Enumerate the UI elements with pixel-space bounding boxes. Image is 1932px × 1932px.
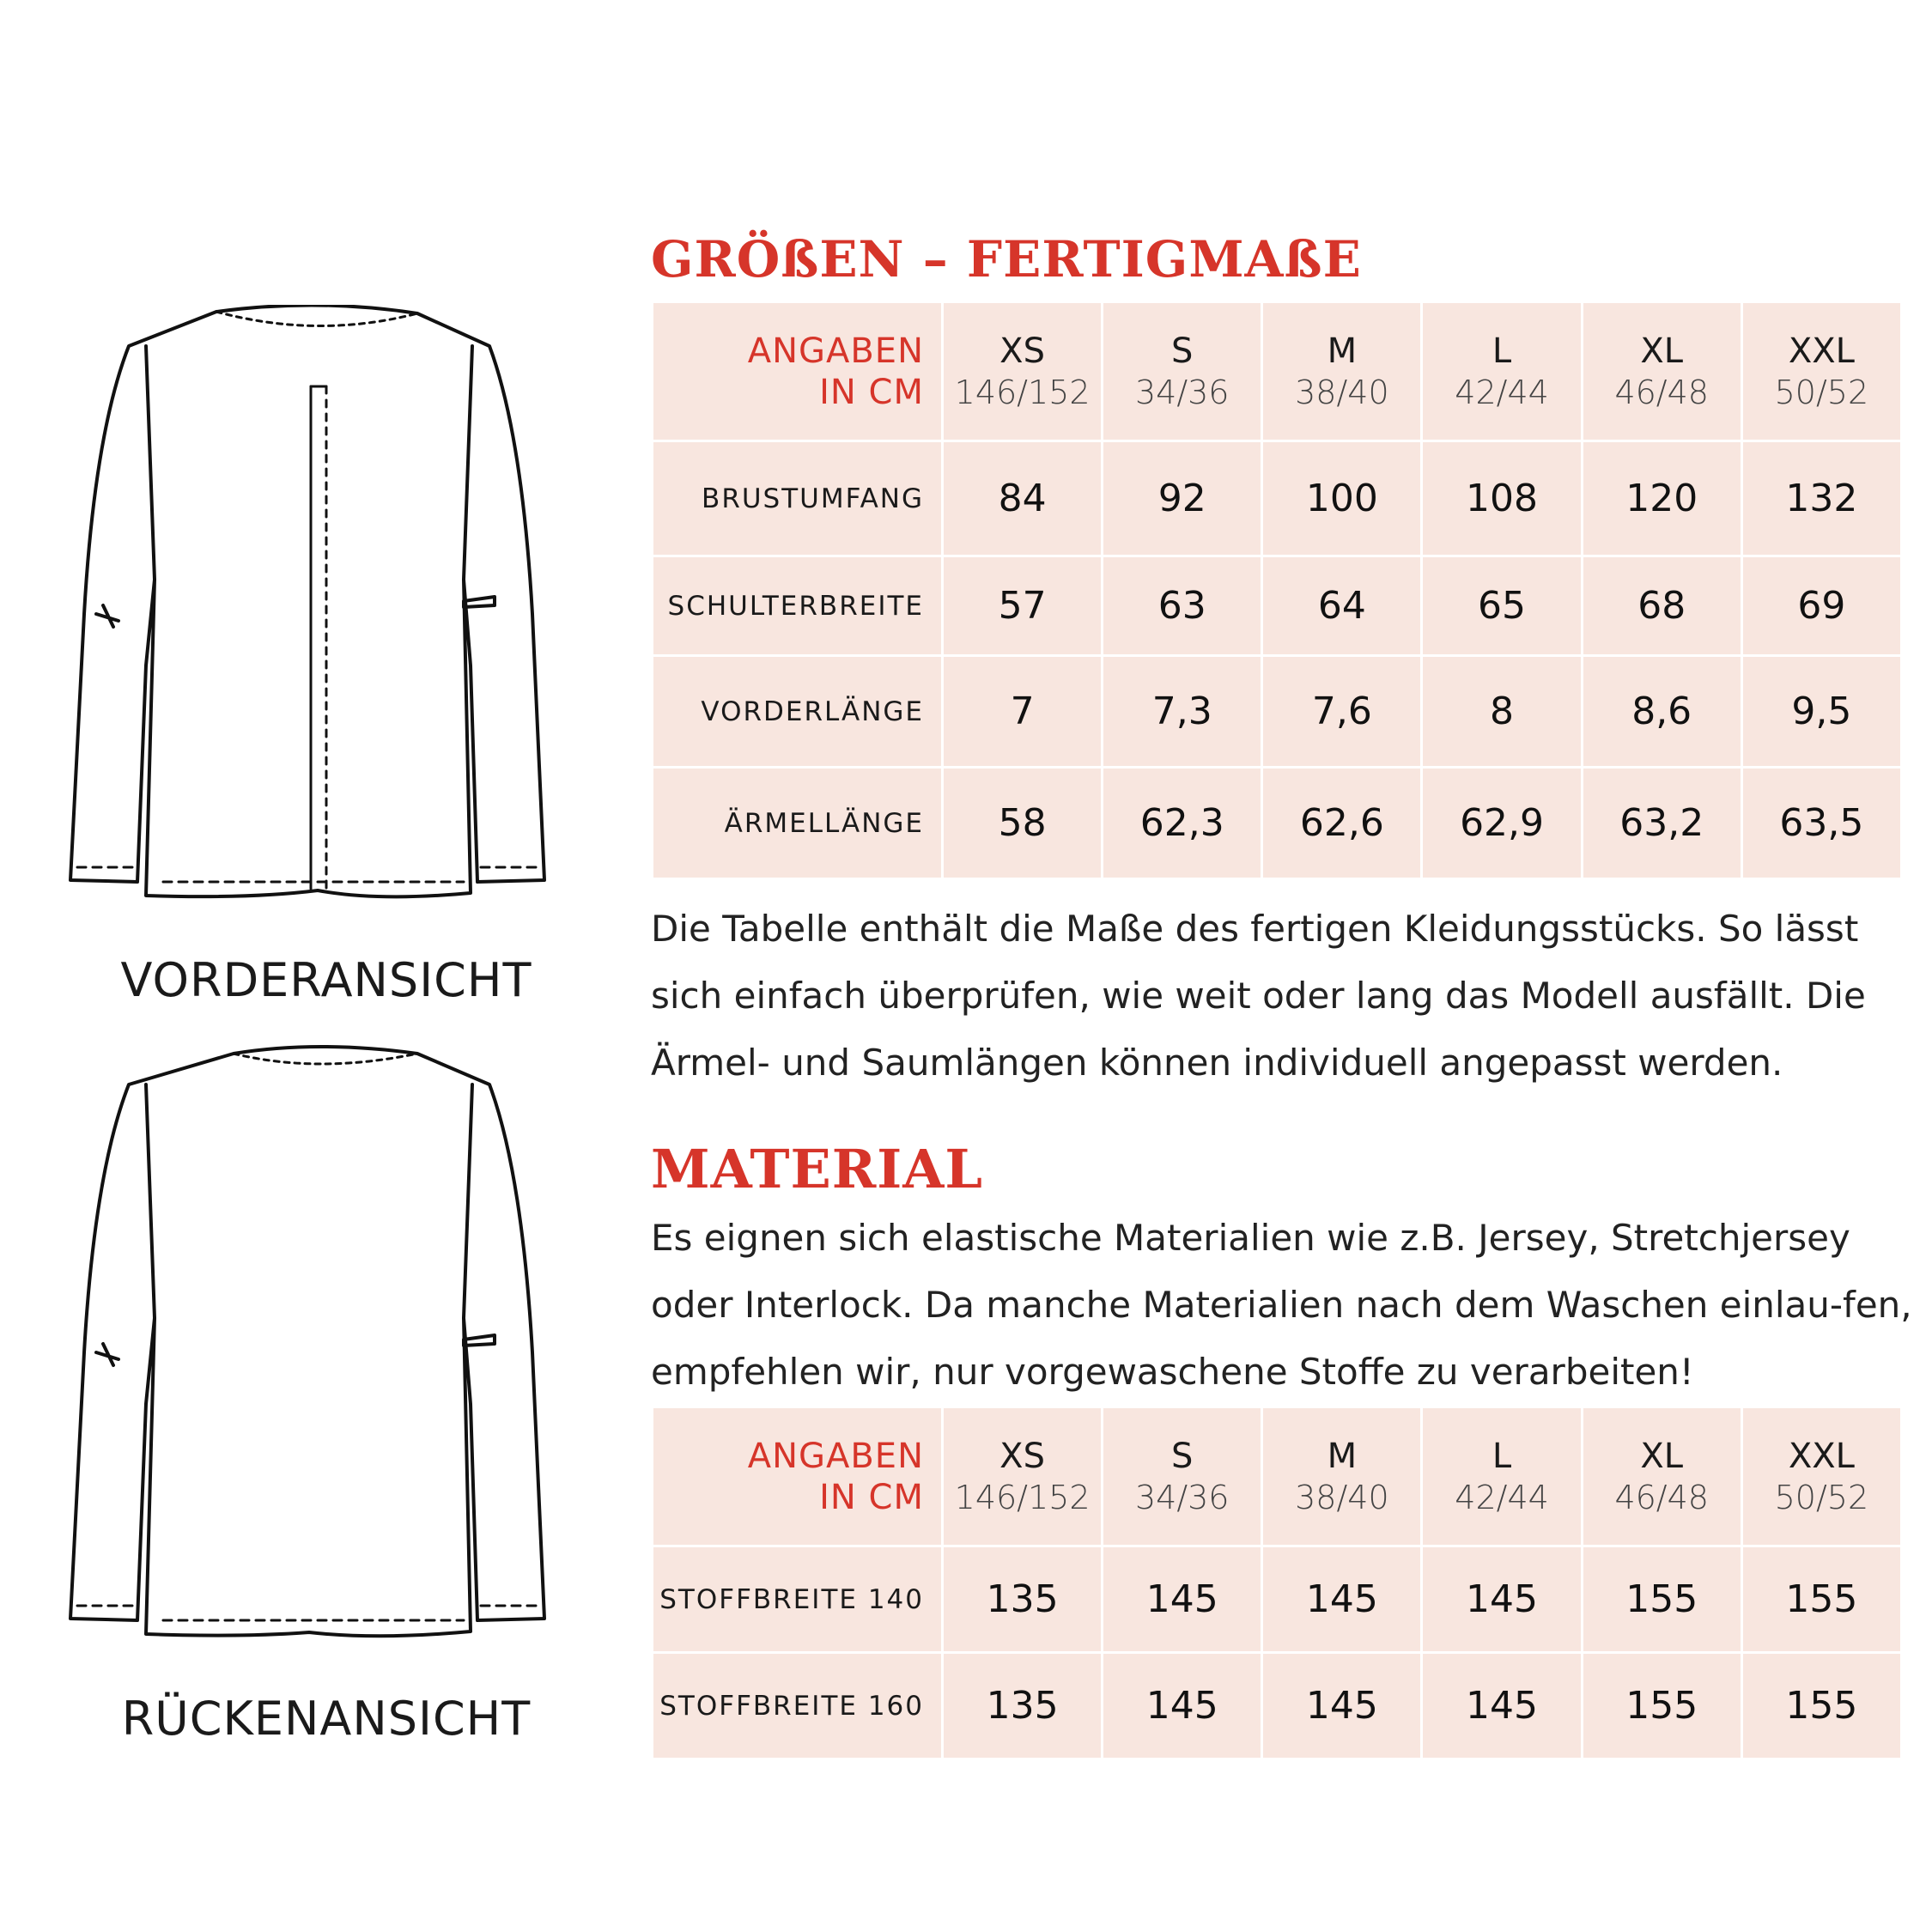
table-cell: 145: [1103, 1653, 1262, 1759]
size-name: M: [1327, 331, 1358, 371]
size-header-xxl: [1741, 1407, 1901, 1546]
table-cell: 135: [943, 1653, 1103, 1759]
table-cell: 7,3: [1103, 656, 1262, 768]
size-range: 46/48: [1614, 373, 1709, 411]
table-cell: 155: [1582, 1653, 1741, 1759]
table-row: [653, 556, 1902, 656]
size-range: 34/36: [1134, 1478, 1230, 1516]
table-cell: 155: [1582, 1546, 1741, 1653]
size-range: 50/52: [1774, 1478, 1869, 1516]
row-label: STOFFBREITE 160: [653, 1653, 943, 1759]
size-header-xl: [1582, 302, 1741, 441]
table-cell: 69: [1741, 556, 1901, 656]
size-range: 146/152: [954, 1478, 1091, 1516]
material-description: Es eignen sich elastische Materialien wie z.B. Jersey, Stretchjersey oder Interlock. Da manche Materialien nach dem Waschen einlau-fen, empfehlen wir, nur vorgewaschene Stoffe zu verarbeiten!: [651, 1217, 1912, 1393]
table-header-row: [653, 1407, 1902, 1546]
size-range: 38/40: [1295, 1478, 1389, 1516]
units-label-line2: IN CM: [819, 1477, 924, 1517]
size-name: XL: [1640, 1436, 1684, 1476]
table-cell: 62,9: [1422, 768, 1582, 879]
table-cell: 9,5: [1741, 656, 1901, 768]
size-range: 34/36: [1134, 373, 1230, 411]
table-cell: 62,6: [1262, 768, 1422, 879]
table-cell: 65: [1422, 556, 1582, 656]
size-range: 46/48: [1614, 1478, 1709, 1516]
size-header-xl: [1582, 1407, 1741, 1546]
front-view-sketch: [34, 305, 653, 906]
table-cell: 145: [1422, 1653, 1582, 1759]
row-label: ÄRMELLÄNGE: [653, 768, 943, 879]
table-cell: 7,6: [1262, 656, 1422, 768]
table-row: [653, 1546, 1902, 1653]
front-view-label: VORDERANSICHT: [120, 953, 532, 1007]
size-range: 146/152: [954, 373, 1091, 411]
table-cell: 135: [943, 1546, 1103, 1653]
size-header-s: [1103, 1407, 1262, 1546]
table-cell: 100: [1262, 441, 1422, 556]
finished-measurements-description: Die Tabelle enthält die Maße des fertigen Kleidungsstücks. So lässt sich einfach überprüfen, wie weit oder lang das Modell ausfällt. Die Ärmel- und Saumlängen können individuell angepasst werden.: [651, 908, 1866, 1084]
size-header-xs: [943, 1407, 1103, 1546]
table-header-row: [653, 302, 1902, 441]
table-cell: 63: [1103, 556, 1262, 656]
back-view-sketch: [34, 1043, 653, 1644]
size-name: XL: [1640, 331, 1684, 371]
table-cell: 84: [943, 441, 1103, 556]
size-header-l: [1422, 1407, 1582, 1546]
back-view-label: RÜCKENANSICHT: [121, 1692, 532, 1746]
size-header-xs: [943, 302, 1103, 441]
sizes-heading: GRÖßEN – FERTIGMAßE: [651, 230, 1362, 289]
size-name: S: [1171, 331, 1194, 371]
fabric-requirements-table: [651, 1406, 1903, 1760]
row-label: STOFFBREITE 140: [653, 1546, 943, 1653]
table-cell: 57: [943, 556, 1103, 656]
table-cell: 145: [1103, 1546, 1262, 1653]
row-label: SCHULTERBREITE: [653, 556, 943, 656]
size-range: 50/52: [1774, 373, 1869, 411]
size-header-xxl: [1741, 302, 1901, 441]
size-name: XXL: [1788, 1436, 1855, 1476]
units-label-line1: ANGABEN: [747, 331, 924, 371]
size-name: S: [1171, 1436, 1194, 1476]
table-cell: 108: [1422, 441, 1582, 556]
table-row: [653, 768, 1902, 879]
table-cell: 7: [943, 656, 1103, 768]
units-label: [653, 302, 943, 441]
size-header-m: [1262, 1407, 1422, 1546]
size-range: 42/44: [1455, 1478, 1549, 1516]
table-row: [653, 441, 1902, 556]
table-cell: 64: [1262, 556, 1422, 656]
size-header-l: [1422, 302, 1582, 441]
table-cell: 155: [1741, 1546, 1901, 1653]
size-name: M: [1327, 1436, 1358, 1476]
size-name: XS: [999, 1436, 1045, 1476]
table-cell: 145: [1262, 1546, 1422, 1653]
table-cell: 68: [1582, 556, 1741, 656]
table-cell: 120: [1582, 441, 1741, 556]
table-cell: 8: [1422, 656, 1582, 768]
row-label: VORDERLÄNGE: [653, 656, 943, 768]
size-name: XXL: [1788, 331, 1855, 371]
size-range: 38/40: [1295, 373, 1389, 411]
units-label: [653, 1407, 943, 1546]
size-range: 42/44: [1455, 373, 1549, 411]
table-cell: 8,6: [1582, 656, 1741, 768]
table-row: [653, 1653, 1902, 1759]
size-header-s: [1103, 302, 1262, 441]
table-cell: 63,2: [1582, 768, 1741, 879]
size-header-m: [1262, 302, 1422, 441]
table-cell: 58: [943, 768, 1103, 879]
size-name: L: [1492, 331, 1512, 371]
finished-measurements-table: [651, 301, 1903, 880]
table-row: [653, 656, 1902, 768]
table-cell: 92: [1103, 441, 1262, 556]
units-label-line1: ANGABEN: [747, 1436, 924, 1476]
size-name: L: [1492, 1436, 1512, 1476]
material-heading: MATERIAL: [651, 1138, 983, 1200]
table-cell: 155: [1741, 1653, 1901, 1759]
size-name: XS: [999, 331, 1045, 371]
units-label-line2: IN CM: [819, 372, 924, 412]
table-cell: 62,3: [1103, 768, 1262, 879]
table-cell: 145: [1262, 1653, 1422, 1759]
row-label: BRUSTUMFANG: [653, 441, 943, 556]
table-cell: 63,5: [1741, 768, 1901, 879]
table-cell: 145: [1422, 1546, 1582, 1653]
table-cell: 132: [1741, 441, 1901, 556]
